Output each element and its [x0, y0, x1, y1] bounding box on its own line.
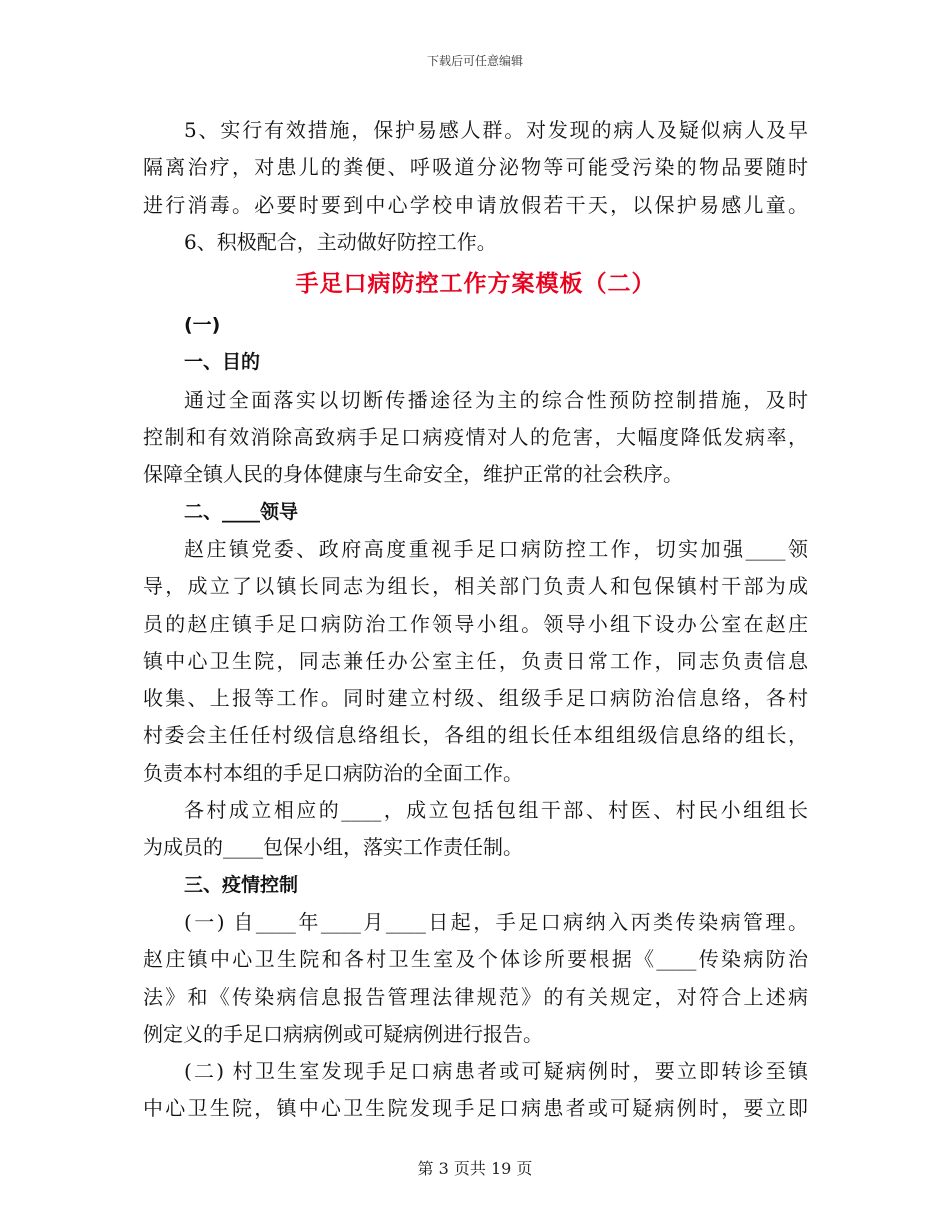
document-title: 手足口病防控工作方案模板（二） — [295, 271, 656, 298]
paragraph-line: 法》和《传染病信息报告管理法律规范》的有关规定，对符合上述病 — [143, 984, 808, 1009]
paragraph-line: 进行消毒。必要时要到中心学校申请放假若干天，以保护易感儿童。 — [143, 192, 808, 217]
paragraph-line: 6、积极配合，主动做好防控工作。 — [184, 229, 497, 254]
header-note: 下载后可任意编辑 — [426, 54, 523, 68]
section-heading-epidemic-control: 三、疫情控制 — [184, 873, 299, 896]
paragraph-line: 隔离治疗，对患儿的粪便、呼吸道分泌物等可能受污染的物品要随时 — [143, 155, 808, 180]
paragraph-line: 为成员的____包保小组，落实工作责任制。 — [143, 835, 523, 860]
paragraph-line: 5、实行有效措施，保护易感人群。对发现的病人及疑似病人及早 — [184, 118, 808, 142]
paragraph-line: 赵庄镇中心卫生院和各村卫生室及个体诊所要根据《____传染病防治 — [143, 947, 808, 972]
paragraph-line: 例定义的手足口病病例或可疑病例进行报告。 — [143, 1021, 543, 1046]
paragraph-line: 各村成立相应的____，成立包括包组干部、村医、村民小组组长 — [184, 798, 808, 823]
document-body — [143, 112, 808, 1128]
paragraph-line: 村委会主任任村级信息络组长，各组的组长任本组组级信息络的组长， — [143, 723, 808, 748]
paragraph-line: 赵庄镇党委、政府高度重视手足口病防控工作，切实加强____领 — [184, 536, 808, 561]
paragraph-line: (二) 村卫生室发现手足口病患者或可疑病例时，要立即转诊至镇 — [184, 1059, 808, 1084]
section-heading-purpose: 一、目的 — [184, 351, 261, 374]
paragraph-line: 中心卫生院，镇中心卫生院发现手足口病患者或可疑病例时，要立即 — [143, 1096, 808, 1121]
paragraph-line: 员的赵庄镇手足口病防治工作领导小组。领导小组下设办公室在赵庄 — [143, 611, 808, 636]
section-marker: (一) — [184, 314, 221, 337]
paragraph-line: 导，成立了以镇长同志为组长，相关部门负责人和包保镇村干部为成 — [143, 574, 808, 599]
page-number: 第 3 页共 19 页 — [417, 1159, 533, 1178]
section-heading-leadership: 二、____领导 — [184, 500, 299, 523]
paragraph-line: (一) 自____年____月____日起，手足口病纳入丙类传染病管理。 — [184, 909, 808, 934]
paragraph-line: 通过全面落实以切断传播途径为主的综合性预防控制措施，及时 — [184, 387, 808, 412]
paragraph-line: 收集、上报等工作。同时建立村级、组级手足口病防治信息络，各村 — [143, 686, 808, 711]
paragraph-line: 保障全镇人民的身体健康与生命安全，维护正常的社会秩序。 — [143, 462, 683, 487]
paragraph-line: 负责本村本组的手足口病防治的全面工作。 — [143, 760, 523, 785]
paragraph-line: 镇中心卫生院，同志兼任办公室主任，负责日常工作，同志负责信息 — [143, 648, 808, 673]
paragraph-line: 控制和有效消除高致病手足口病疫情对人的危害，大幅度降低发病率， — [143, 425, 808, 450]
